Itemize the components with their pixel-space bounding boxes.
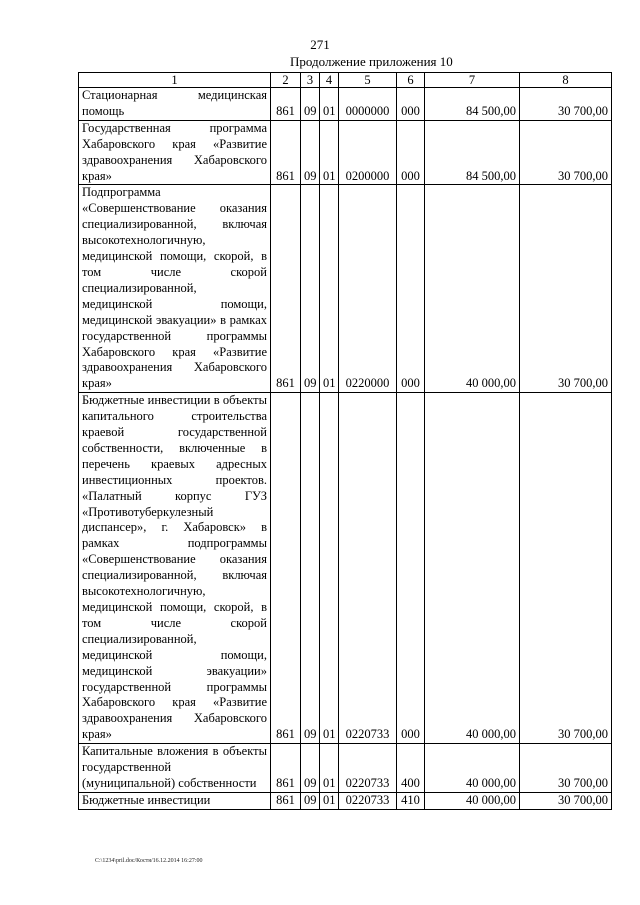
cell-amount-1: 40 000,00 [425, 185, 520, 393]
cell-ministry: 861 [271, 185, 301, 393]
cell-ministry: 861 [271, 120, 301, 185]
cell-section: 09 [301, 120, 320, 185]
header-cell: 6 [397, 73, 425, 88]
row-name-cell: Подпрограмма «Совершенствование оказания специализированной, включая высокотехнологичную, медицинской помощи, скорой, в том числе скорой специализированной, медицинской помощи, медицинской эвакуации» в рамках государственной программы Хабаровского края «Развитие здравоохранения Хабаровского края» [79, 185, 271, 393]
page-number: 271 [310, 37, 330, 52]
cell-expense-type: 400 [397, 744, 425, 793]
cell-target-code: 0220733 [339, 792, 397, 809]
cell-subsection: 01 [320, 792, 339, 809]
cell-target-code: 0200000 [339, 120, 397, 185]
cell-section: 09 [301, 88, 320, 121]
cell-subsection: 01 [320, 744, 339, 793]
cell-amount-2: 30 700,00 [520, 88, 612, 121]
cell-expense-type: 000 [397, 88, 425, 121]
table-row [79, 185, 612, 393]
cell-subsection: 01 [320, 393, 339, 744]
cell-section: 09 [301, 185, 320, 393]
row-name-cell: Бюджетные инвестиции в объекты капитального строительства краевой государственной собственности, включенные в перечень краевых адресных инвестиционных проектов. «Палатный корпус ГУЗ «Противотуберкулезный диспансер», г. Хабаровск» в рамках подпрограммы «Совершенствование оказания специализированной, включая высокотехнологичную, медицинской помощи, скорой, в том числе скорой специализированной, медицинской помощи, медицинской эвакуации» государственной программы Хабаровского края «Развитие здравоохранения Хабаровского края» [79, 393, 271, 744]
table-row [79, 792, 612, 809]
cell-amount-1: 40 000,00 [425, 393, 520, 744]
cell-amount-2: 30 700,00 [520, 120, 612, 185]
row-name-cell: Капитальные вложения в объекты государственной (муниципальной) собственности [79, 744, 271, 793]
cell-ministry: 861 [271, 393, 301, 744]
cell-expense-type: 410 [397, 792, 425, 809]
cell-ministry: 861 [271, 88, 301, 121]
header-cell: 5 [339, 73, 397, 88]
row-name-cell: Стационарная медицинская помощь [79, 88, 271, 121]
row-name-cell: Бюджетные инвестиции [79, 792, 271, 809]
cell-subsection: 01 [320, 120, 339, 185]
cell-expense-type: 000 [397, 185, 425, 393]
table-row [79, 120, 612, 185]
cell-section: 09 [301, 792, 320, 809]
cell-amount-1: 40 000,00 [425, 744, 520, 793]
cell-amount-2: 30 700,00 [520, 393, 612, 744]
cell-amount-1: 40 000,00 [425, 792, 520, 809]
row-name-cell: Государственная программа Хабаровского края «Развитие здравоохранения Хабаровского края» [79, 120, 271, 185]
cell-ministry: 861 [271, 744, 301, 793]
cell-section: 09 [301, 393, 320, 744]
cell-subsection: 01 [320, 88, 339, 121]
cell-amount-2: 30 700,00 [520, 185, 612, 393]
cell-target-code: 0000000 [339, 88, 397, 121]
cell-amount-1: 84 500,00 [425, 120, 520, 185]
cell-amount-2: 30 700,00 [520, 744, 612, 793]
cell-target-code: 0220733 [339, 744, 397, 793]
cell-ministry: 861 [271, 792, 301, 809]
cell-section: 09 [301, 744, 320, 793]
cell-target-code: 0220000 [339, 185, 397, 393]
cell-target-code: 0220733 [339, 393, 397, 744]
budget-table [78, 72, 612, 810]
cell-expense-type: 000 [397, 393, 425, 744]
cell-subsection: 01 [320, 185, 339, 393]
header-cell: 2 [271, 73, 301, 88]
cell-amount-2: 30 700,00 [520, 792, 612, 809]
header-cell: 4 [320, 73, 339, 88]
header-cell: 3 [301, 73, 320, 88]
header-cell: 7 [425, 73, 520, 88]
document-footer: C:\1234\pril.doc/Костя/16.12.2014 16:27:00 [95, 858, 203, 864]
header-row [79, 73, 612, 88]
cell-expense-type: 000 [397, 120, 425, 185]
cell-amount-1: 84 500,00 [425, 88, 520, 121]
continuation-caption: Продолжение приложения 10 [290, 54, 453, 69]
table-row [79, 88, 612, 121]
header-cell: 8 [520, 73, 612, 88]
table-row [79, 393, 612, 744]
header-cell: 1 [79, 73, 271, 88]
table-row [79, 744, 612, 793]
